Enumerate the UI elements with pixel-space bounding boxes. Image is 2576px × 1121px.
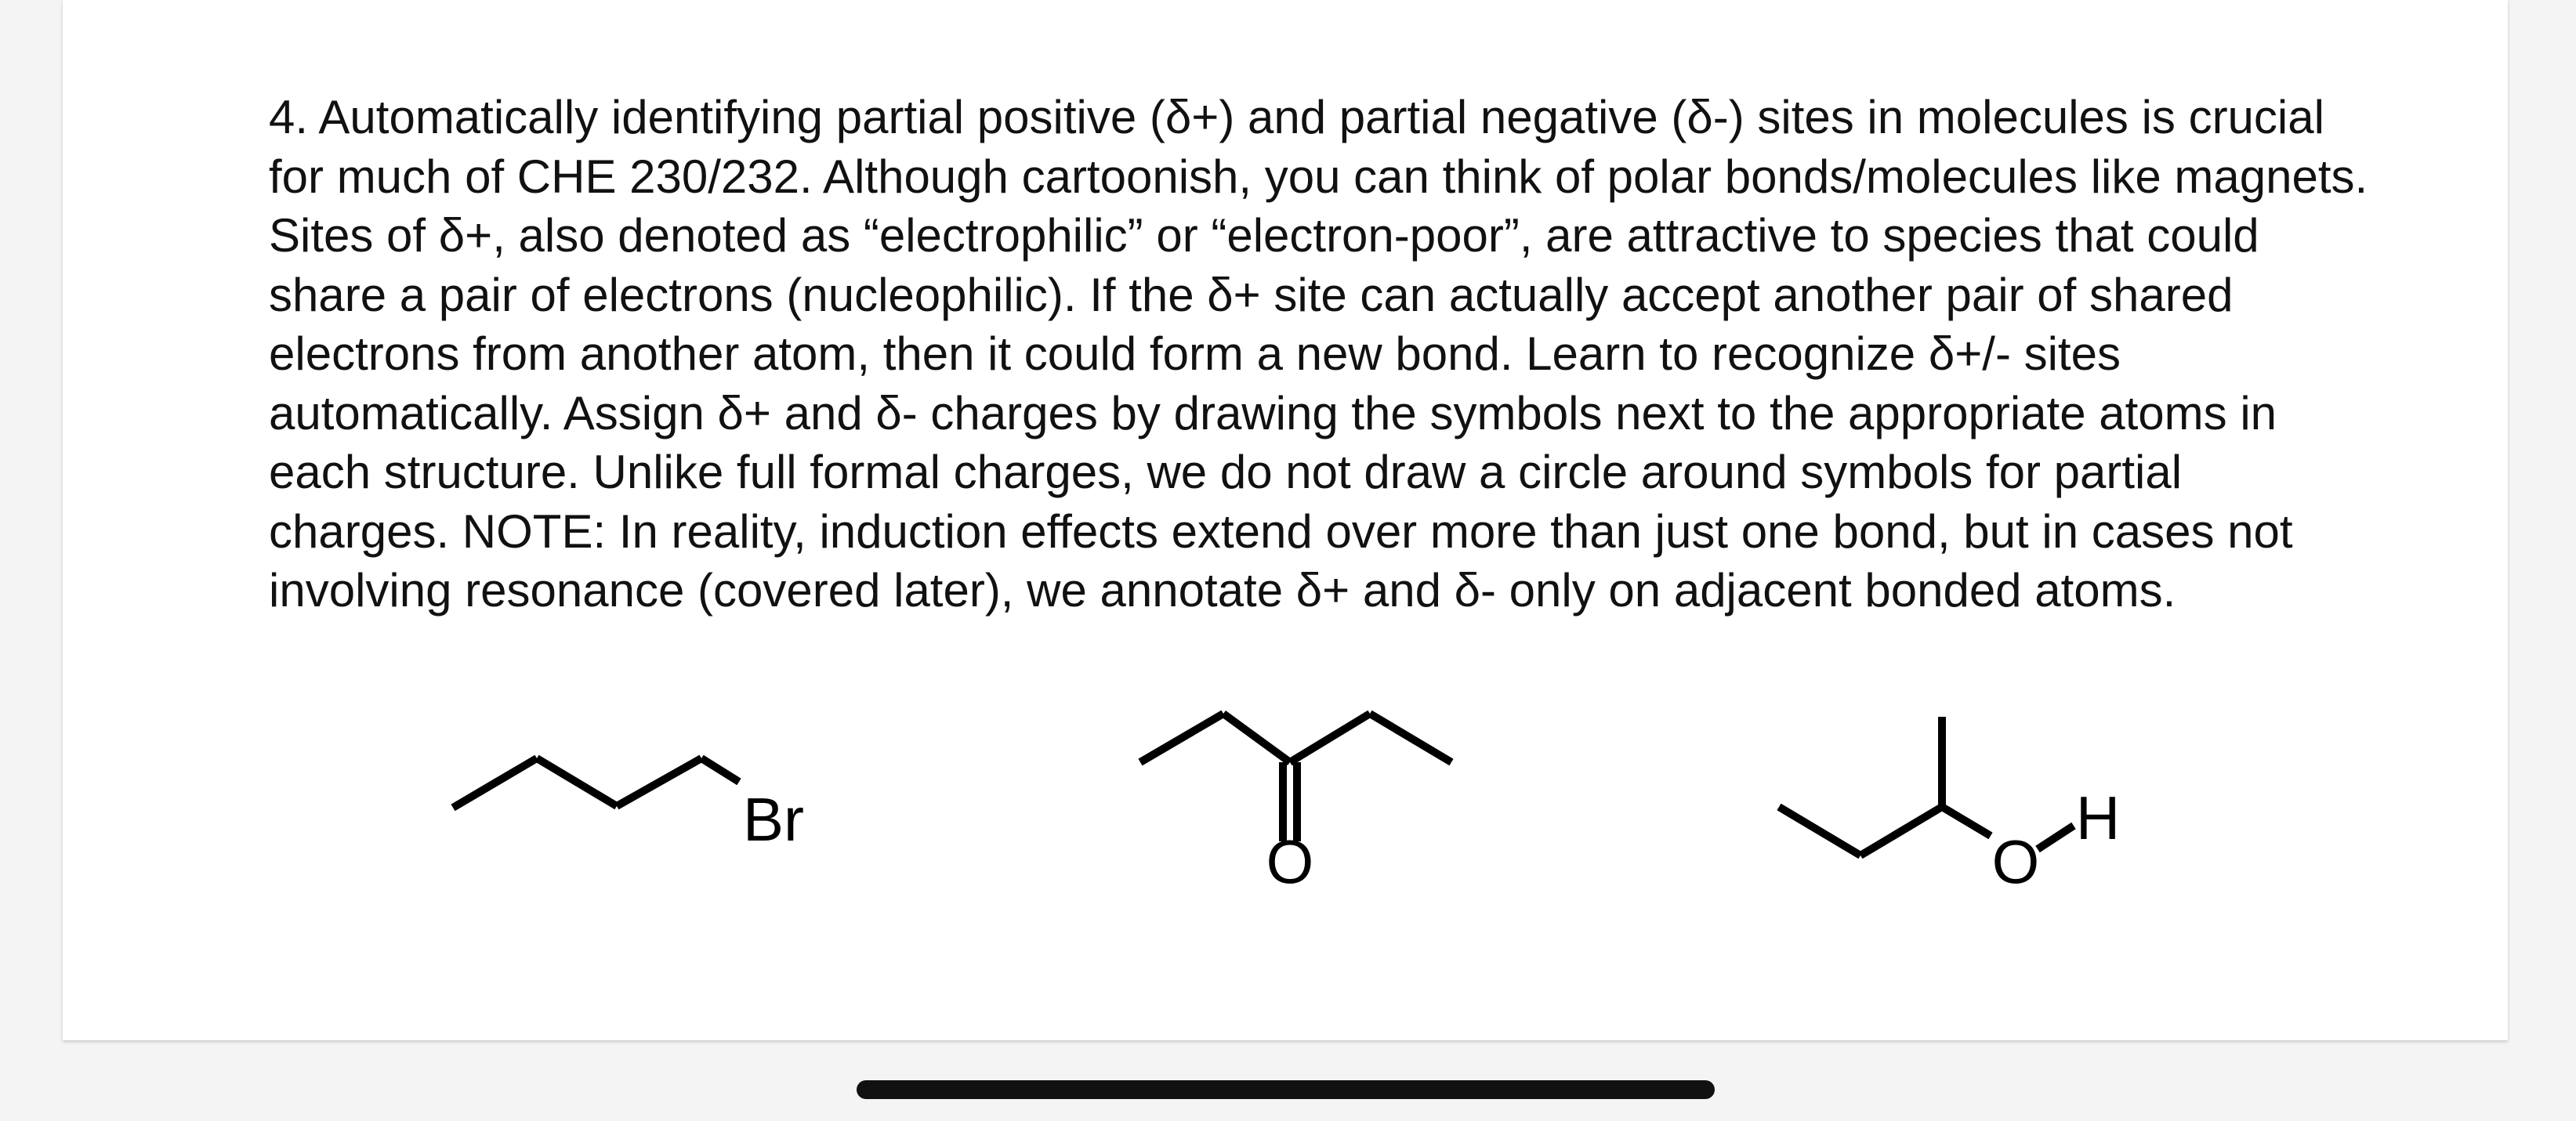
bond-co-ch2	[1290, 714, 1370, 762]
atom-label-alcohol-oxygen: O	[1991, 827, 2040, 896]
bond-c1-c2	[1779, 807, 1860, 855]
bond-c3-c4	[617, 758, 701, 806]
bond-c2-c3	[537, 758, 617, 806]
home-indicator-bar[interactable]	[857, 1080, 1715, 1099]
bond-c3-o	[1942, 807, 1991, 836]
bond-ch2-ch3	[1370, 714, 1451, 762]
atom-label-br: Br	[743, 785, 804, 854]
bond-ch3-ch2	[1140, 714, 1223, 762]
bond-c4-br	[701, 758, 739, 782]
atom-label-ketone-oxygen: O	[1266, 827, 1314, 896]
structure-bromopropane	[453, 758, 739, 808]
atom-label-hydrogen: H	[2075, 783, 2121, 852]
bond-c1-c2	[453, 758, 537, 808]
structure-butanone	[1140, 714, 1451, 841]
question-text: 4. Automatically identifying partial positive (δ+) and partial negative (δ-) sites in molecules is crucial for much of CHE 230/232. Although cartoonish, you can think of polar bonds/molecules like magnets. Sites of δ+, also denoted as “electrophilic” or “electron-poor”, are attractive to species that could share a pair of electrons (nucleophilic). If the δ+ site can actually accept another pair of shared electrons from another atom, then it could form a new bond. Learn to recognize δ+/- sites automatically. Assign δ+ and δ- charges by drawing the symbols next to the appropriate atoms in each structure. Unlike full formal charges, we do not draw a circle around symbols for partial charges. NOTE: In reality, induction effects extend over more than just one bond, but in cases not involving resonance (covered later), we annotate δ+ and δ- only on adjacent bonded atoms.	[269, 91, 2368, 617]
bond-c2-c3	[1860, 807, 1942, 855]
bond-o-h	[2038, 826, 2074, 849]
bond-ch2-co	[1223, 714, 1290, 762]
